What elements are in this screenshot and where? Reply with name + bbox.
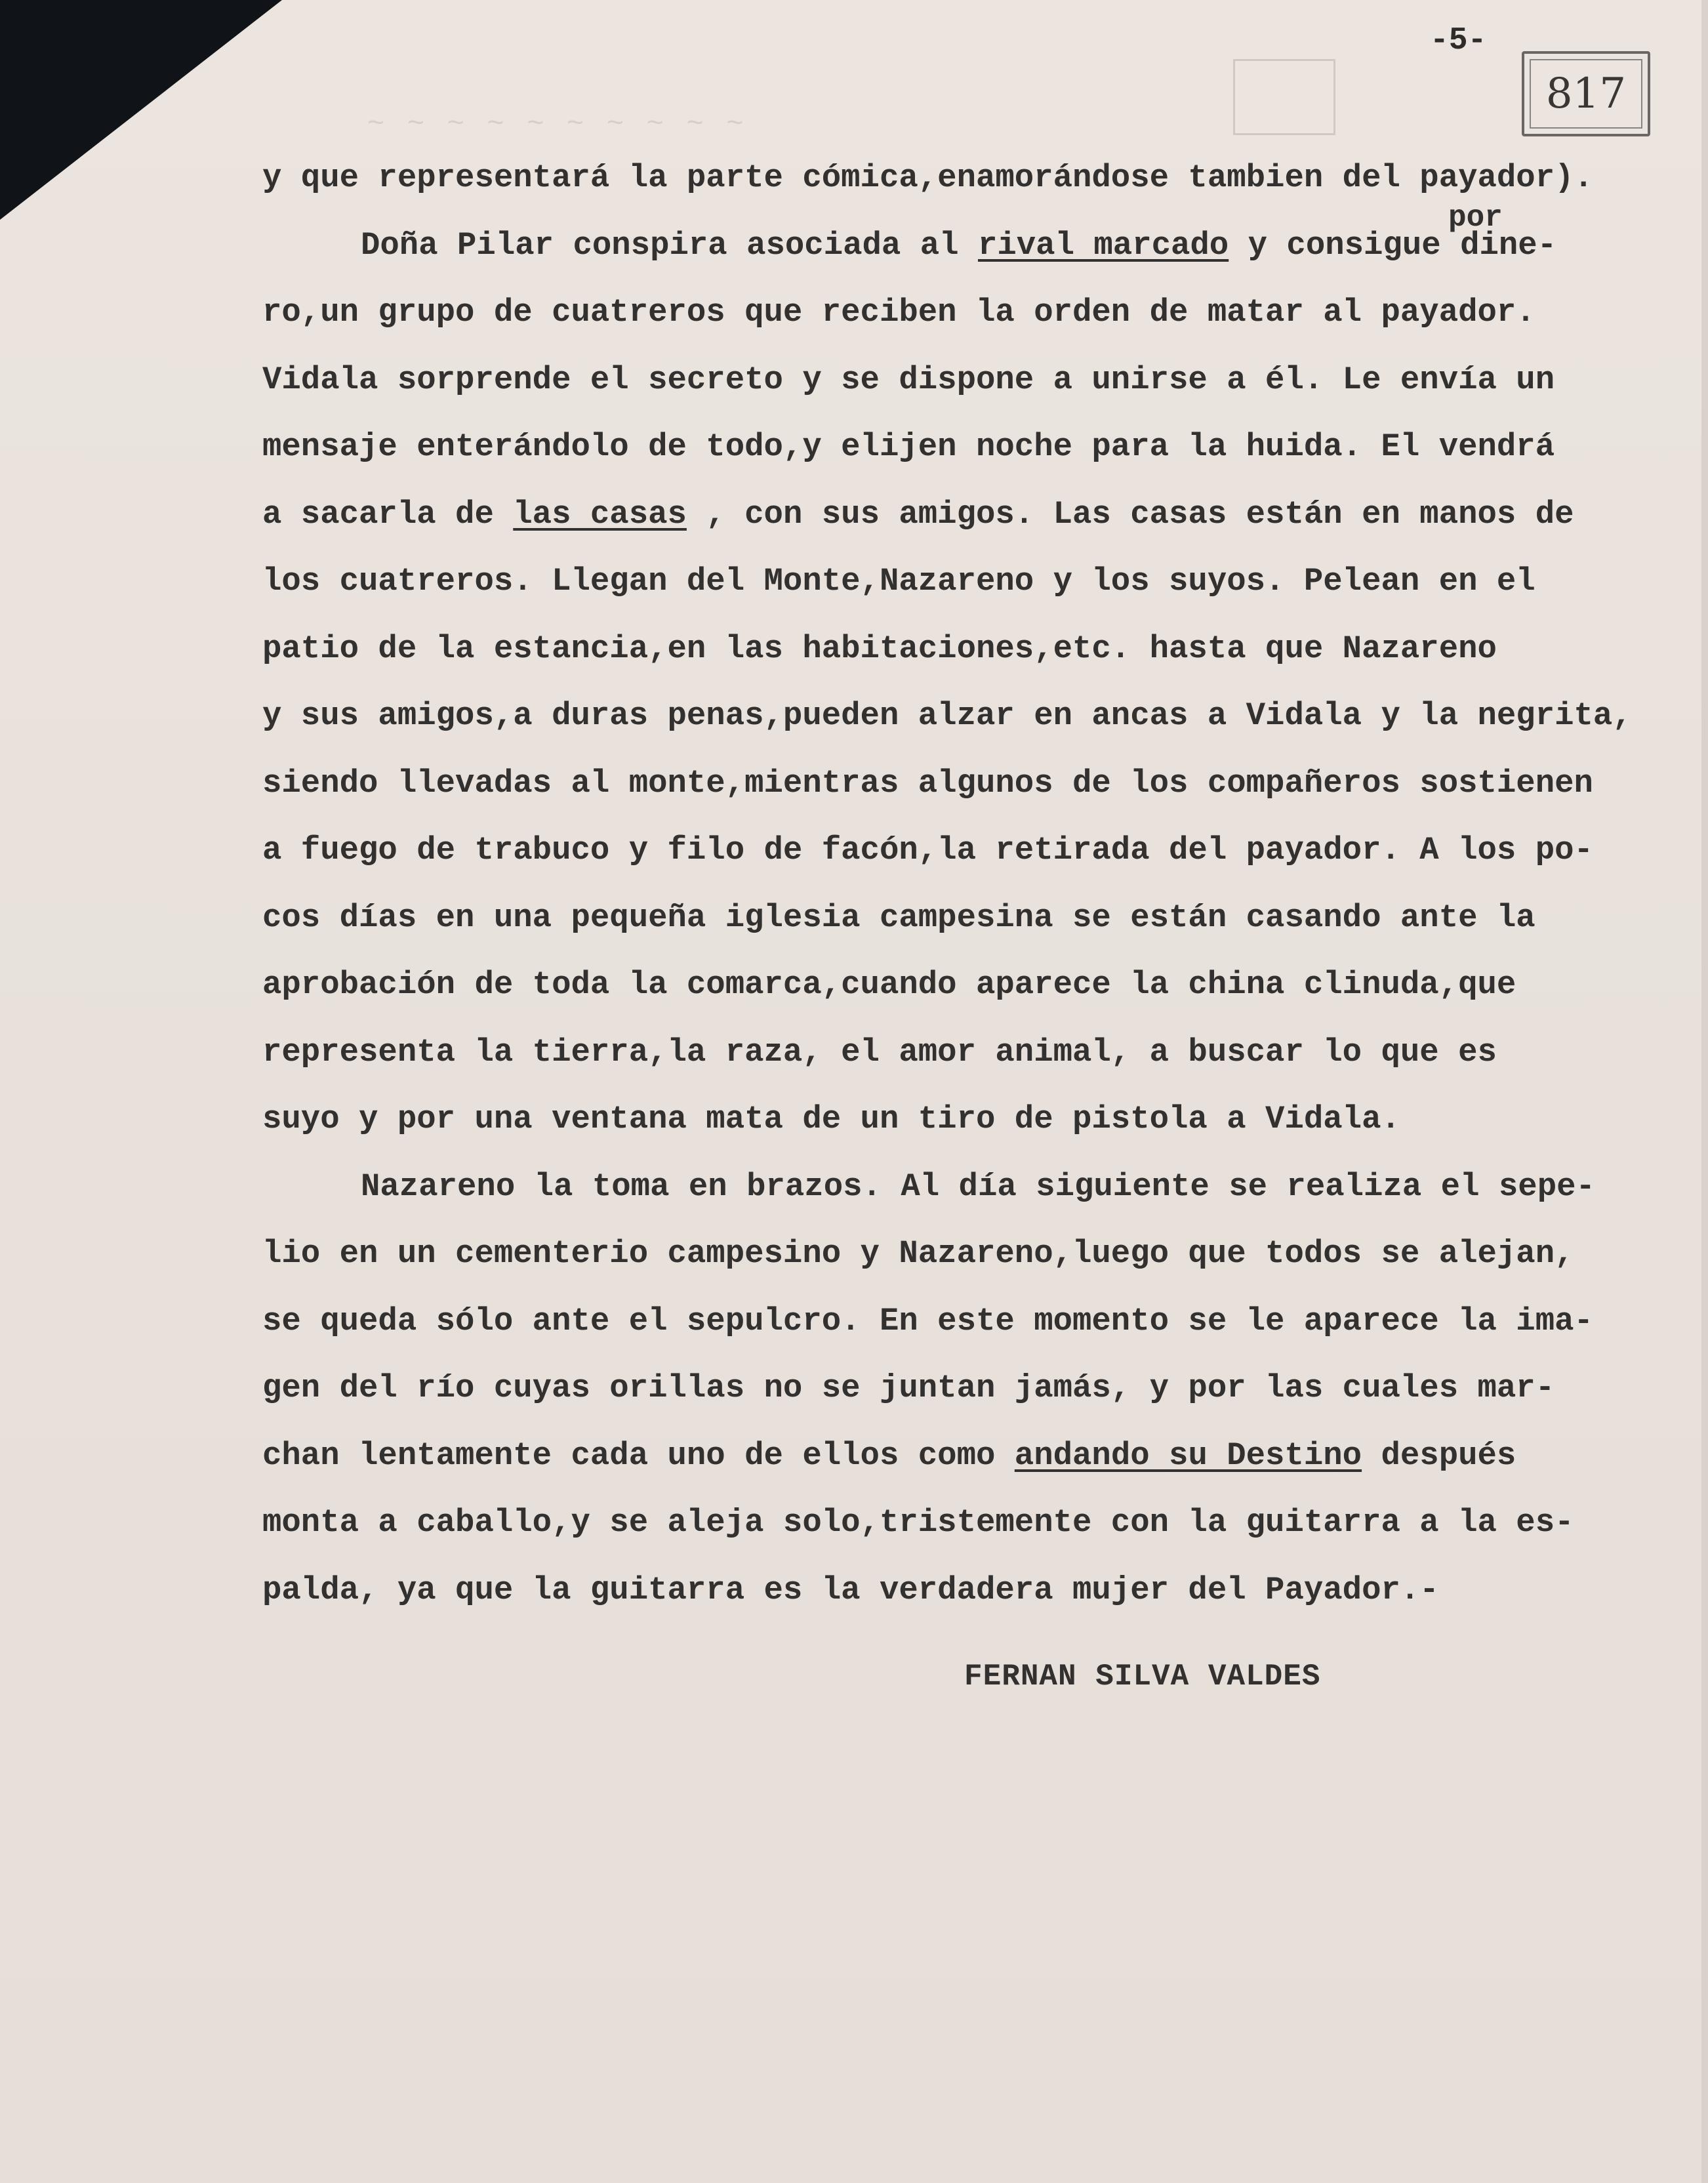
faint-stamp-mark bbox=[1233, 59, 1335, 135]
underlined-phrase: las casas bbox=[513, 495, 687, 533]
text-line: mensaje enterándolo de todo,y elijen noche para la huida. El vendrá bbox=[262, 428, 1555, 465]
text-line: a sacarla de las casas , con sus amigos. Las casas están en manos de bbox=[262, 495, 1574, 533]
text-line: gen del río cuyas orillas no se juntan jamás, y por las cuales mar- bbox=[262, 1370, 1555, 1406]
text-line: lio en un cementerio campesino y Nazareno,luego que todos se alejan, bbox=[262, 1235, 1574, 1272]
text-line: los cuatreros. Llegan del Monte,Nazareno y los suyos. Pelean en el bbox=[262, 563, 1535, 600]
bleed-through-text: ~ ~ ~ ~ ~ ~ ~ ~ ~ ~ bbox=[367, 108, 746, 141]
text-line: chan lentamente cada uno de ellos como andando su Destino después bbox=[262, 1437, 1516, 1474]
text-line: monta a caballo,y se aleja solo,tristemente con la guitarra a la es- bbox=[262, 1504, 1574, 1541]
text-line: Vidala sorprende el secreto y se dispone a unirse a él. Le envía un bbox=[262, 361, 1555, 398]
text-line: y sus amigos,a duras penas,pueden alzar en ancas a Vidala y la negrita, bbox=[262, 697, 1632, 734]
page-edge bbox=[1701, 0, 1708, 2183]
text-line: palda, ya que la guitarra es la verdadera mujer del Payador.- bbox=[262, 1571, 1439, 1608]
stamp-number: 817 bbox=[1545, 70, 1627, 118]
body-text bbox=[262, 144, 1633, 1623]
page-number: -5- bbox=[1430, 23, 1487, 58]
underlined-phrase: andando su Destino bbox=[1014, 1437, 1362, 1474]
folded-corner bbox=[0, 0, 282, 220]
text-line: Doña Pilar conspira asociada al rival marcado y consigue dine- bbox=[361, 226, 1557, 264]
text-line: representa la tierra,la raza, el amor animal, a buscar lo que es bbox=[262, 1033, 1497, 1071]
text-line: ro,un grupo de cuatreros que reciben la orden de matar al payador. bbox=[262, 294, 1535, 331]
text-line: suyo y por una ventana mata de un tiro de pistola a Vidala. bbox=[262, 1101, 1400, 1137]
archive-stamp bbox=[1522, 51, 1650, 136]
text-line: a fuego de trabuco y filo de facón,la retirada del payador. A los po- bbox=[262, 832, 1593, 868]
text-line: Nazareno la toma en brazos. Al día siguiente se realiza el sepe- bbox=[361, 1168, 1595, 1205]
text-line: y que representará la parte cómica,enamorándose tambien del payador). bbox=[262, 159, 1593, 196]
text-line: patio de la estancia,en las habitaciones,etc. hasta que Nazareno bbox=[262, 630, 1497, 667]
author-signature: FERNAN SILVA VALDES bbox=[964, 1660, 1321, 1694]
stamp-border bbox=[1530, 59, 1642, 129]
text-line: siendo llevadas al monte,mientras algunos de los compañeros sostienen bbox=[262, 764, 1593, 802]
underlined-phrase: rival marcado bbox=[977, 226, 1229, 264]
text-line: aprobación de toda la comarca,cuando aparece la china clinuda,que bbox=[262, 966, 1516, 1003]
text-line: se queda sólo ante el sepulcro. En este momento se le aparece la ima- bbox=[262, 1302, 1593, 1339]
handwritten-insert: por bbox=[1448, 201, 1503, 235]
text-line: cos días en una pequeña iglesia campesina se están casando ante la bbox=[262, 899, 1535, 936]
